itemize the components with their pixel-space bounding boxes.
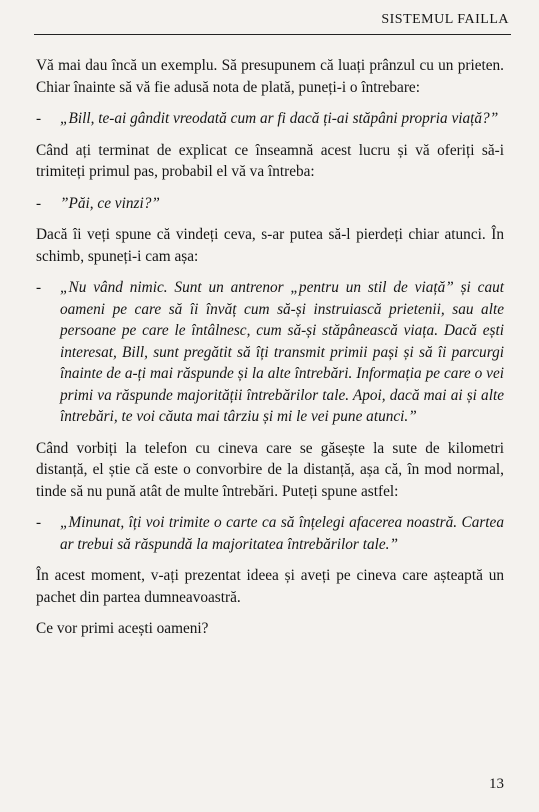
- paragraph-1: Vă mai dau încă un exemplu. Să presupunem că luați prânzul cu un prieten. Chiar înainte să vă fie adusă nota de plată, puneți-i o întrebare:: [36, 57, 504, 96]
- paragraph-2: Când ați terminat de explicat ce înseamnă acest lucru și vă oferiți să-i trimiteți primul pas, probabil el vă va întreba:: [36, 141, 504, 180]
- paragraph-3: Dacă îi veți spune că vindeți ceva, s-ar putea să-l pierdeți chiar atunci. În schimb, spuneți-i cam așa:: [36, 226, 504, 265]
- dash-2: -: [36, 194, 42, 212]
- paragraph-4: Când vorbiți la telefon cu cineva care se găsește la sute de kilometri distanță, el știe că este o convorbire de la distanță, așa că, în mod normal, tinde să nu pună atât de multe întrebări. Puteți spune astfel:: [36, 439, 504, 500]
- quote-2: [36, 193, 504, 215]
- header-rule: [34, 34, 511, 35]
- paragraph-6: Ce vor primi acești oameni?: [36, 620, 209, 637]
- paragraph-5: În acest moment, v-ați prezentat ideea și aveți pe cineva care așteaptă un pachet din partea dumneavoastră.: [36, 567, 504, 606]
- quote-text-3: „Nu vând nimic. Sunt un antrenor „pentru un stil de viață” și caut oameni pe care să îi învăț cum să-și instruiască prietenii, sau alte persoane pe care le întâlnesc, cum să-și stăpânească viața. Dacă ești interesat, Bill, sunt pregătit să îți transmit primii pași și să îi parcurgi înainte de a-ți mai răspunde și la alte întrebări. Informația pe care o vei primi va răspunde majorității întrebărilor tale. Apoi, dacă mai ai și alte întrebări, te voi căuta mai târziu și mi le vei pune atunci.”: [60, 279, 504, 425]
- quote-4: [36, 512, 504, 555]
- quote-text-1: „Bill, te-ai gândit vreodată cum ar fi dacă ți-ai stăpâni propria viață?”: [60, 110, 499, 127]
- page-body: [36, 55, 504, 650]
- quote-1: [36, 108, 504, 130]
- page-number: 13: [489, 776, 504, 792]
- quote-text-2: ”Păi, ce vinzi?”: [60, 194, 160, 212]
- dash-4: -: [36, 514, 42, 531]
- dash-3: -: [36, 279, 42, 296]
- running-header: SISTEMUL FAILLA: [381, 12, 509, 27]
- dash-1: -: [36, 110, 42, 127]
- quote-3: [36, 277, 504, 428]
- quote-text-4: „Minunat, îți voi trimite o carte ca să înțelegi afacerea noastră. Cartea ar trebui să răspundă la majoritatea întrebărilor tale.”: [60, 514, 504, 553]
